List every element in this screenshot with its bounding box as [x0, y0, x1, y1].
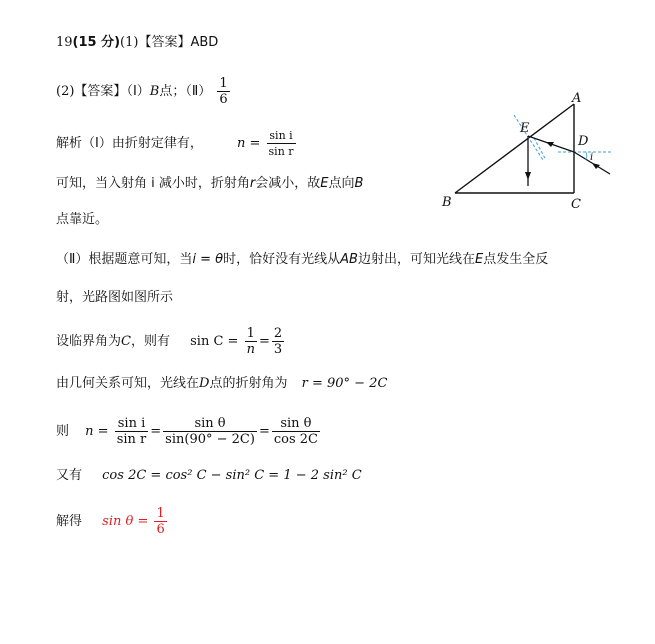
analysis-line6 [56, 326, 286, 357]
line6-frac1: $\frac{1}{n}$ [246, 326, 255, 357]
line2-r: r [249, 176, 256, 191]
analysis-line3 [56, 210, 108, 230]
line2-b: 会减小，故 [255, 176, 321, 191]
part1-marker: (1) [120, 35, 139, 50]
question-number: 19 [56, 35, 73, 50]
line8-n: n = [85, 424, 109, 439]
n-lhs: n = [236, 136, 261, 151]
answer-part1: ABD [190, 35, 219, 50]
line2-a: 可知，当入射角 i 减小时，折射角 [56, 176, 250, 191]
part2-answer [56, 76, 232, 107]
answer-label: 【答案】 [138, 35, 191, 50]
line2-bpoint: B [354, 176, 364, 191]
q19-header [56, 33, 218, 53]
line4-d: 点发生全反 [483, 252, 549, 267]
line9-eq: cos 2C = cos² C − sin² C = 1 − 2 sin² C [102, 468, 362, 483]
line7-eq: r = 90° − 2C [301, 376, 388, 391]
point-b: B [149, 84, 160, 99]
line4-a: （Ⅱ）根据题意可知，当 [56, 252, 193, 267]
line2-c: 点向 [328, 176, 355, 191]
answer-label-2: 【答案】 [74, 84, 127, 99]
line6-a: 设临界角为 [56, 334, 122, 349]
line8-frac2: $\frac{\text{sin θ}}{\sin(90^\circ - 2C)}$ [165, 416, 255, 447]
line4-ab: AB [340, 252, 358, 267]
incident-arrow [592, 163, 600, 169]
side-ab [455, 104, 574, 193]
final-answer-lhs: sin θ = [102, 514, 149, 529]
line5-text: 射，光路图如图所示 [56, 290, 174, 305]
roman-2: （Ⅱ） [185, 84, 212, 99]
line8-frac1: $\frac{\text{sin i}}{\text{sin r}}$ [116, 416, 147, 447]
analysis-line10 [56, 506, 169, 537]
analysis-line2 [56, 174, 363, 194]
label-b: B [442, 195, 452, 210]
answer-fraction: $\frac{1}{6}$ [219, 76, 228, 107]
label-a: A [572, 91, 582, 106]
question-points: (15 分) [72, 35, 121, 50]
label-d: D [578, 134, 589, 149]
analysis-line8: 则 n = $\frac{\text{sin i}}{\text{sin r}}$ = $\frac{\text{sin θ}}{\sin(90^\circ - 2C)}$ = $\frac{\text{sin θ}}{\cos 2C}$ [56, 416, 318, 447]
line9-label: 又有 [56, 468, 83, 483]
roman-1: （Ⅰ） [126, 84, 150, 99]
analysis-line9 [56, 466, 362, 486]
line4-b: 时，恰好没有光线从 [223, 252, 341, 267]
line8-label: 则 [56, 424, 70, 439]
line8-frac3: $\frac{\text{sin θ}}{\cos 2C}$ [273, 416, 318, 447]
line7-d: D [199, 376, 210, 391]
label-c: C [571, 197, 581, 212]
line10-label: 解得 [56, 514, 83, 529]
intro-text: 解析（Ⅰ）由折射定律有， [56, 136, 203, 151]
line6-eq: = [258, 334, 270, 349]
analysis-intro [56, 128, 298, 159]
label-i: i [590, 152, 594, 163]
snell-fraction: $\frac{\text{sin i}}{\text{sin r}}$ [268, 129, 294, 158]
optics-diagram [440, 90, 620, 220]
line6-b: ，则有 [130, 334, 170, 349]
line6-sin: sin C = [190, 334, 239, 349]
line6-c: C [121, 334, 131, 349]
line7-a: 由几何关系可知，光线在 [56, 376, 200, 391]
label-e: E [520, 121, 530, 136]
analysis-line4 [56, 250, 548, 270]
line4-eq: i = θ [192, 252, 224, 267]
line4-c: 边射出，可知光线在 [357, 252, 475, 267]
line2-e: E [320, 176, 329, 191]
line7-b: 点的折射角为 [209, 376, 288, 391]
point-suffix: 点； [159, 84, 186, 99]
analysis-line5 [56, 288, 173, 308]
line4-e: E [474, 252, 484, 267]
analysis-line7 [56, 374, 387, 394]
line6-frac2: $\frac{2}{3}$ [273, 326, 283, 357]
line3-text: 点靠近。 [56, 212, 109, 227]
reflected-arrow [525, 172, 531, 180]
part2-marker: (2) [56, 84, 75, 99]
final-answer-fraction: $\frac{1}{6}$ [156, 506, 165, 537]
